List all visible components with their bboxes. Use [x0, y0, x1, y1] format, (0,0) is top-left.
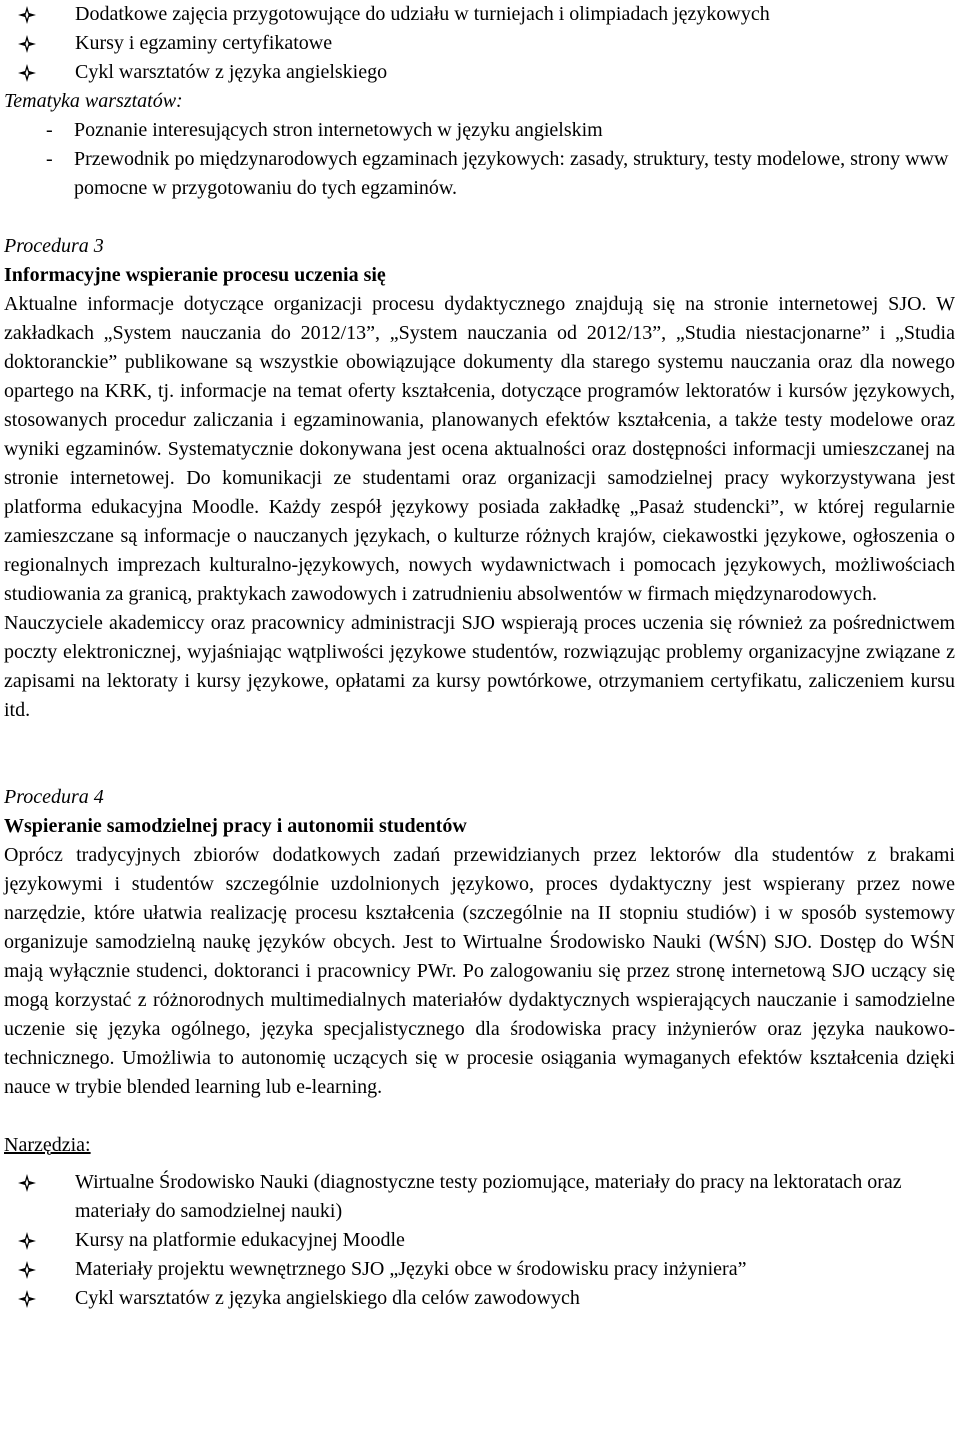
diamond-bullet-icon — [18, 1261, 36, 1279]
top-bullet-list — [4, 0, 955, 87]
dash-marker: - — [46, 119, 53, 141]
procedure-3-title: Informacyjne wspieranie procesu uczenia się — [4, 264, 386, 286]
list-item-text: Cykl warsztatów z języka angielskiego dla celów zawodowych — [75, 1287, 580, 1309]
list-item-text: Wirtualne Środowisko Nauki (diagnostyczne testy poziomujące, materiały do pracy na lektoratach oraz materiały do samodzielnej nauki) — [75, 1171, 902, 1222]
list-item-text: Poznanie interesujących stron internetowych w języku angielskim — [74, 119, 603, 141]
spacer — [4, 203, 955, 232]
procedure-3-paragraph-2: Nauczyciele akademiccy oraz pracownicy administracji SJO wspierają proces uczenia się również za pośrednictwem poczty elektronicznej, wyjaśniając wątpliwości językowe studentów, rozwiązując problemy organizacyjne związane z zapisami na lektoraty i kursy językowe, opłatami za kursy powtórkowe, otrzymaniem certyfikatu, zaliczeniem kursu itd. — [4, 612, 955, 721]
spacer — [4, 725, 955, 783]
list-item — [4, 29, 955, 58]
diamond-bullet-icon — [18, 6, 36, 24]
procedure-4-label: Procedura 4 — [4, 786, 104, 808]
list-item-text: Dodatkowe zajęcia przygotowujące do udziału w turniejach i olimpiadach językowych — [75, 3, 770, 25]
list-item-text: Kursy na platformie edukacyjnej Moodle — [75, 1229, 405, 1251]
diamond-bullet-icon — [18, 35, 36, 53]
dash-marker: - — [46, 148, 53, 170]
list-item-text: Kursy i egzaminy certyfikatowe — [75, 32, 333, 54]
spacer — [4, 1102, 955, 1131]
diamond-bullet-icon — [18, 1174, 36, 1192]
list-item-text: Przewodnik po międzynarodowych egzaminach językowych: zasady, struktury, testy modelowe, strony www pomocne w przygotowaniu do tych egzaminów. — [74, 148, 949, 199]
procedure-3-paragraph-1: Aktualne informacje dotyczące organizacji procesu dydaktycznego znajdują się na stronie internetowej SJO. W zakładkach „System nauczania do 2012/13”, „System nauczania od 2012/13”, „Studia niestacjonarne” i „Studia doktoranckie” publikowane są wszystkie obowiązujące dokumenty dla starego systemu nauczania oraz dla nowego opartego na KRK, tj. informacje na temat oferty kształcenia, dotyczące programów lektoratów i kursów językowych, stosowanych procedur zaliczania i egzaminowania, planowanych efektów kształcenia, a także testy modelowe oraz wyniki egzaminów. Systematycznie dokonywana jest ocena aktualności oraz dostępności informacji umieszczanej na stronie internetowej. Do komunikacji ze studentami oraz organizacji samodzielnej pracy wykorzystywana jest platforma edukacyjna Moodle. Każdy zespół językowy posiada zakładkę „Pasaż studencki”, w której regularnie zamieszczane są informacje o nauczanych językach, o kulturze różnych krajów, ciekawostki językowe, ogłoszenia o regionalnych imprezach kulturalno-językowych, nowych wydawnictwach i pomocach językowych, możliwościach studiowania za granicą, praktykach zawodowych i zatrudnieniu absolwentów w firmach międzynarodowych. — [4, 293, 955, 605]
diamond-bullet-icon — [18, 64, 36, 82]
tools-bullet-list — [4, 1168, 955, 1313]
list-item — [4, 116, 955, 145]
procedure-4-title: Wspieranie samodzielnej pracy i autonomii studentów — [4, 815, 467, 837]
list-item-text: Materiały projektu wewnętrznego SJO „Języki obce w środowisku pracy inżyniera” — [75, 1258, 747, 1280]
list-item-text: Cykl warsztatów z języka angielskiego — [75, 61, 388, 83]
list-item — [4, 0, 955, 29]
procedure-4-paragraph-1: Oprócz tradycyjnych zbiorów dodatkowych zadań przewidzianych przez lektorów dla studentów z brakami językowymi i studentów szczególnie uzdolnionych językowo, proces dydaktyczny jest wspierany przez nowe narzędzie, które ułatwia realizację procesu kształcenia (szczególnie na II stopniu studiów) i w sposób systemowy organizuje samodzielną naukę języków obcych. Jest to Wirtualne Środowisko Nauki (WŚN) SJO. Dostęp do WŚN mają wyłącznie studenci, doktoranci i pracownicy PWr. Po zalogowaniu się przez stronę internetową SJO uczący się mogą korzystać z różnorodnych multimedialnych materiałów dydaktycznych wspierających nauczanie i samodzielne uczenie się języka ogólnego, języka specjalistycznego dla środowiska pracy inżynierów oraz języka naukowo-technicznego. Umożliwia to autonomię uczących się w procesie osiągania wymaganych efektów kształcenia dzięki nauce w trybie blended learning lub e-learning. — [4, 844, 955, 1098]
list-item — [4, 1168, 955, 1226]
workshop-topic-list — [4, 116, 955, 203]
list-item — [4, 145, 955, 203]
list-item — [4, 1226, 955, 1255]
procedure-3-label: Procedura 3 — [4, 235, 104, 257]
diamond-bullet-icon — [18, 1290, 36, 1308]
list-item — [4, 58, 955, 87]
list-item — [4, 1255, 955, 1284]
tools-label: Narzędzia: — [4, 1134, 91, 1156]
diamond-bullet-icon — [18, 1232, 36, 1250]
list-item — [4, 1284, 955, 1313]
workshops-label: Tematyka warsztatów: — [4, 90, 183, 112]
